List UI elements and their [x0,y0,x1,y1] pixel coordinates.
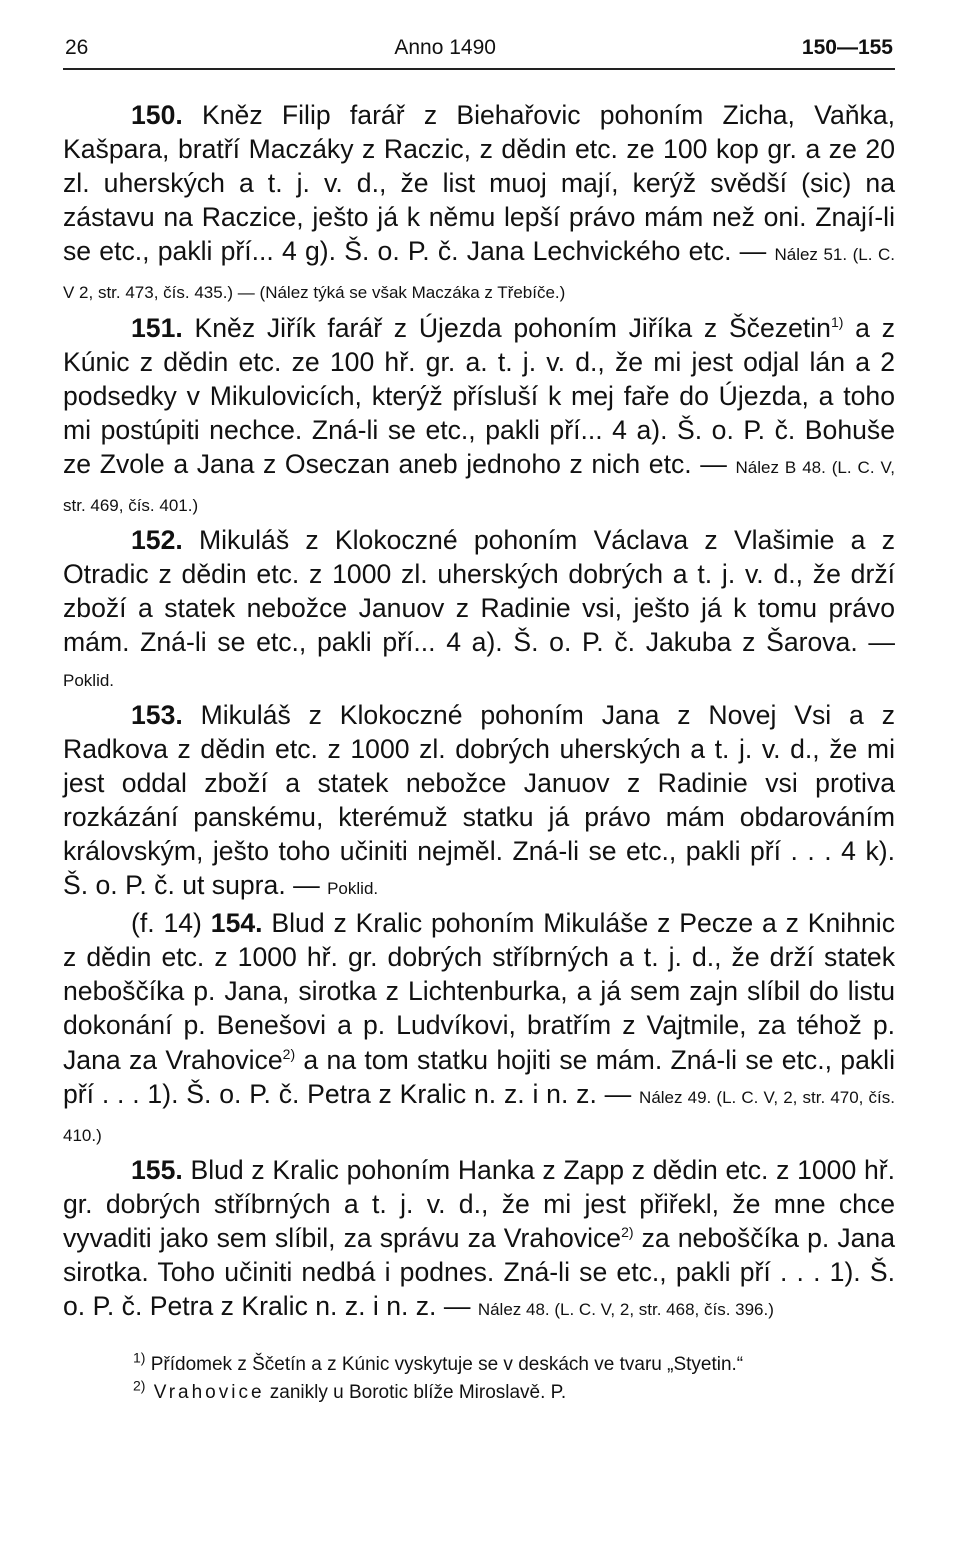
page-header [63,36,895,70]
entry-number: 151. [131,312,183,343]
footnote-mark: 1) [133,1349,146,1366]
page-number: 26 [65,36,89,59]
entry-source: Nález 51. (L. C. V 2, str. 473, čís. 435.) — (Nález týká se však Maczáka z Třebíče.) [63,245,895,303]
entry-154 [63,906,895,1153]
entry-source: Poklid. [63,670,115,690]
entry-text: Blud z Kralic pohoním Hanka z Zapp z dědin etc. z 1000 hř. gr. dobrých stříbrných a t. j. v. d., že mi jest přiřekl, že mne chce vyvaditi jako sem slíbil, za správu za Vrahovice [63,1154,895,1253]
entry-150 [63,98,895,311]
entry-text-cont: za neboščíka p. Jana sirotka. Toho učiniti nedbá i podnes. Zná-li se etc., pakli pří . . . 1). Š. o. P. č. Petra z Kralic n. z. i n. z. — [63,1223,895,1322]
entry-text: Mikuláš z Klokoczné pohoním Jana z Novej Vsi a z Radkova z dědin etc. z 1000 zl. dobrých uherských a t. j. v. d., že mi jest oddal zboží a statek nebožce Januov z Radinie vsi protiva rozkázání panskému, kterémuž statku já právo mám obdarováním královským, ješto toho učiniti nejměl. Zná-li se etc., pakli pří . . . 4 k). Š. o. P. č. ut supra. — [63,699,895,901]
entry-number: 154. [210,908,263,939]
entry-152 [63,523,895,697]
folio-marker: (f. 14) [131,908,211,939]
entry-text-cont: a na tom statku hojiti se mám. Zná-li se etc., pakli pří . . . 1). Š. o. P. č. Petra z Kralic n. z. i n. z. — [63,1044,895,1109]
footnote-text: Přídomek z Ščetín a z Kúnic vyskytuje se v deskách ve tvaru „Styetin.“ [145,1354,744,1376]
footnote-spaced-word: Vrahovice [145,1382,265,1404]
footnote-ref: 1) [830,313,844,330]
running-title: Anno 1490 [394,36,496,59]
entry-text: Kněz Jiřík farář z Újezda pohoním Jiříka z Ščezetin [182,312,831,343]
entry-source: Nález 49. (L. C. V, 2, str. 470, čís. 410.) [63,1087,895,1145]
entry-text-cont: a z Kúnic z dědin etc. ze 100 hř. gr. a. t. j. v. d., že mi jest odjal lán a 2 podsedky v Mikulovicích, kterýž přísluší k mej faře do Újezda, a toho mi postúpiti nechce. Zná-li se etc., pakli pří... 4 a). Š. o. P. č. Bohuše ze Zvole a Jana z Oseczan aneb jednoho z nich etc. — [63,312,895,479]
entry-151 [63,311,895,524]
page [63,36,895,1407]
entry-range: 150—155 [801,36,893,59]
entry-153 [63,698,895,907]
entry-text: Blud z Kralic pohoním Mikuláše z Pecze a z Knihnic z dědin etc. z 1000 hř. gr. dobrých stříbrných a t. j. d., že drží statek neboščíka p. Jana, sirotka z Lichtenburka, a já sem zajn slíbil do listu dokonání p. Benešovi a p. Ludvíkovi, bratřím z Vajtmile, za téhož p. Jana za Vrahovice [63,908,895,1075]
footnote-mark: 2) [133,1377,146,1394]
entry-source: Nález B 48. (L. C. V, str. 469, čís. 401.) [63,457,895,516]
entry-number: 152. [131,525,183,556]
footnote-2 [133,1379,895,1407]
footnote-text: zanikly u Borotic blíže Miroslavě. P. [264,1382,567,1404]
footnote-1 [133,1351,895,1379]
entry-155 [63,1153,895,1327]
footnote-ref: 2) [621,1224,634,1241]
document-body [63,98,895,1327]
entry-number: 150. [131,100,183,130]
entry-text: Kněz Filip farář z Biehařovic pohoním Zicha, Vaňka, Kašpara, bratří Maczáky z Raczic, z dědin etc. ze 100 kop gr. a ze 20 zl. uherských a t. j. v. d., že list muoj mají, kerýž svědší (sic) na zástavu na Raczice, ješto já k němu lepší právo mám než oni. Znají-li se etc., pakli pří... 4 g). Š. o. P. č. Jana Lechvického etc. — [63,100,895,267]
entry-source: Nález 48. (L. C. V, 2, str. 468, čís. 396.) [477,1300,774,1320]
footnotes [63,1351,895,1407]
entry-number: 153. [131,699,183,730]
entry-number: 155. [131,1154,183,1185]
entry-source: Poklid. [327,879,379,899]
entry-text: Mikuláš z Klokoczné pohoním Václava z Vlašimie a z Otradic z dědin etc. z 1000 zl. uherských dobrých a t. j. v. d., že drží zboží a statek nebožce Januov z Radinie vsi, ješto já k tomu právo mám. Zná-li se etc., pakli pří... 4 a). Š. o. P. č. Jakuba z Šarova. — [63,525,895,658]
footnote-ref: 2) [282,1045,296,1062]
